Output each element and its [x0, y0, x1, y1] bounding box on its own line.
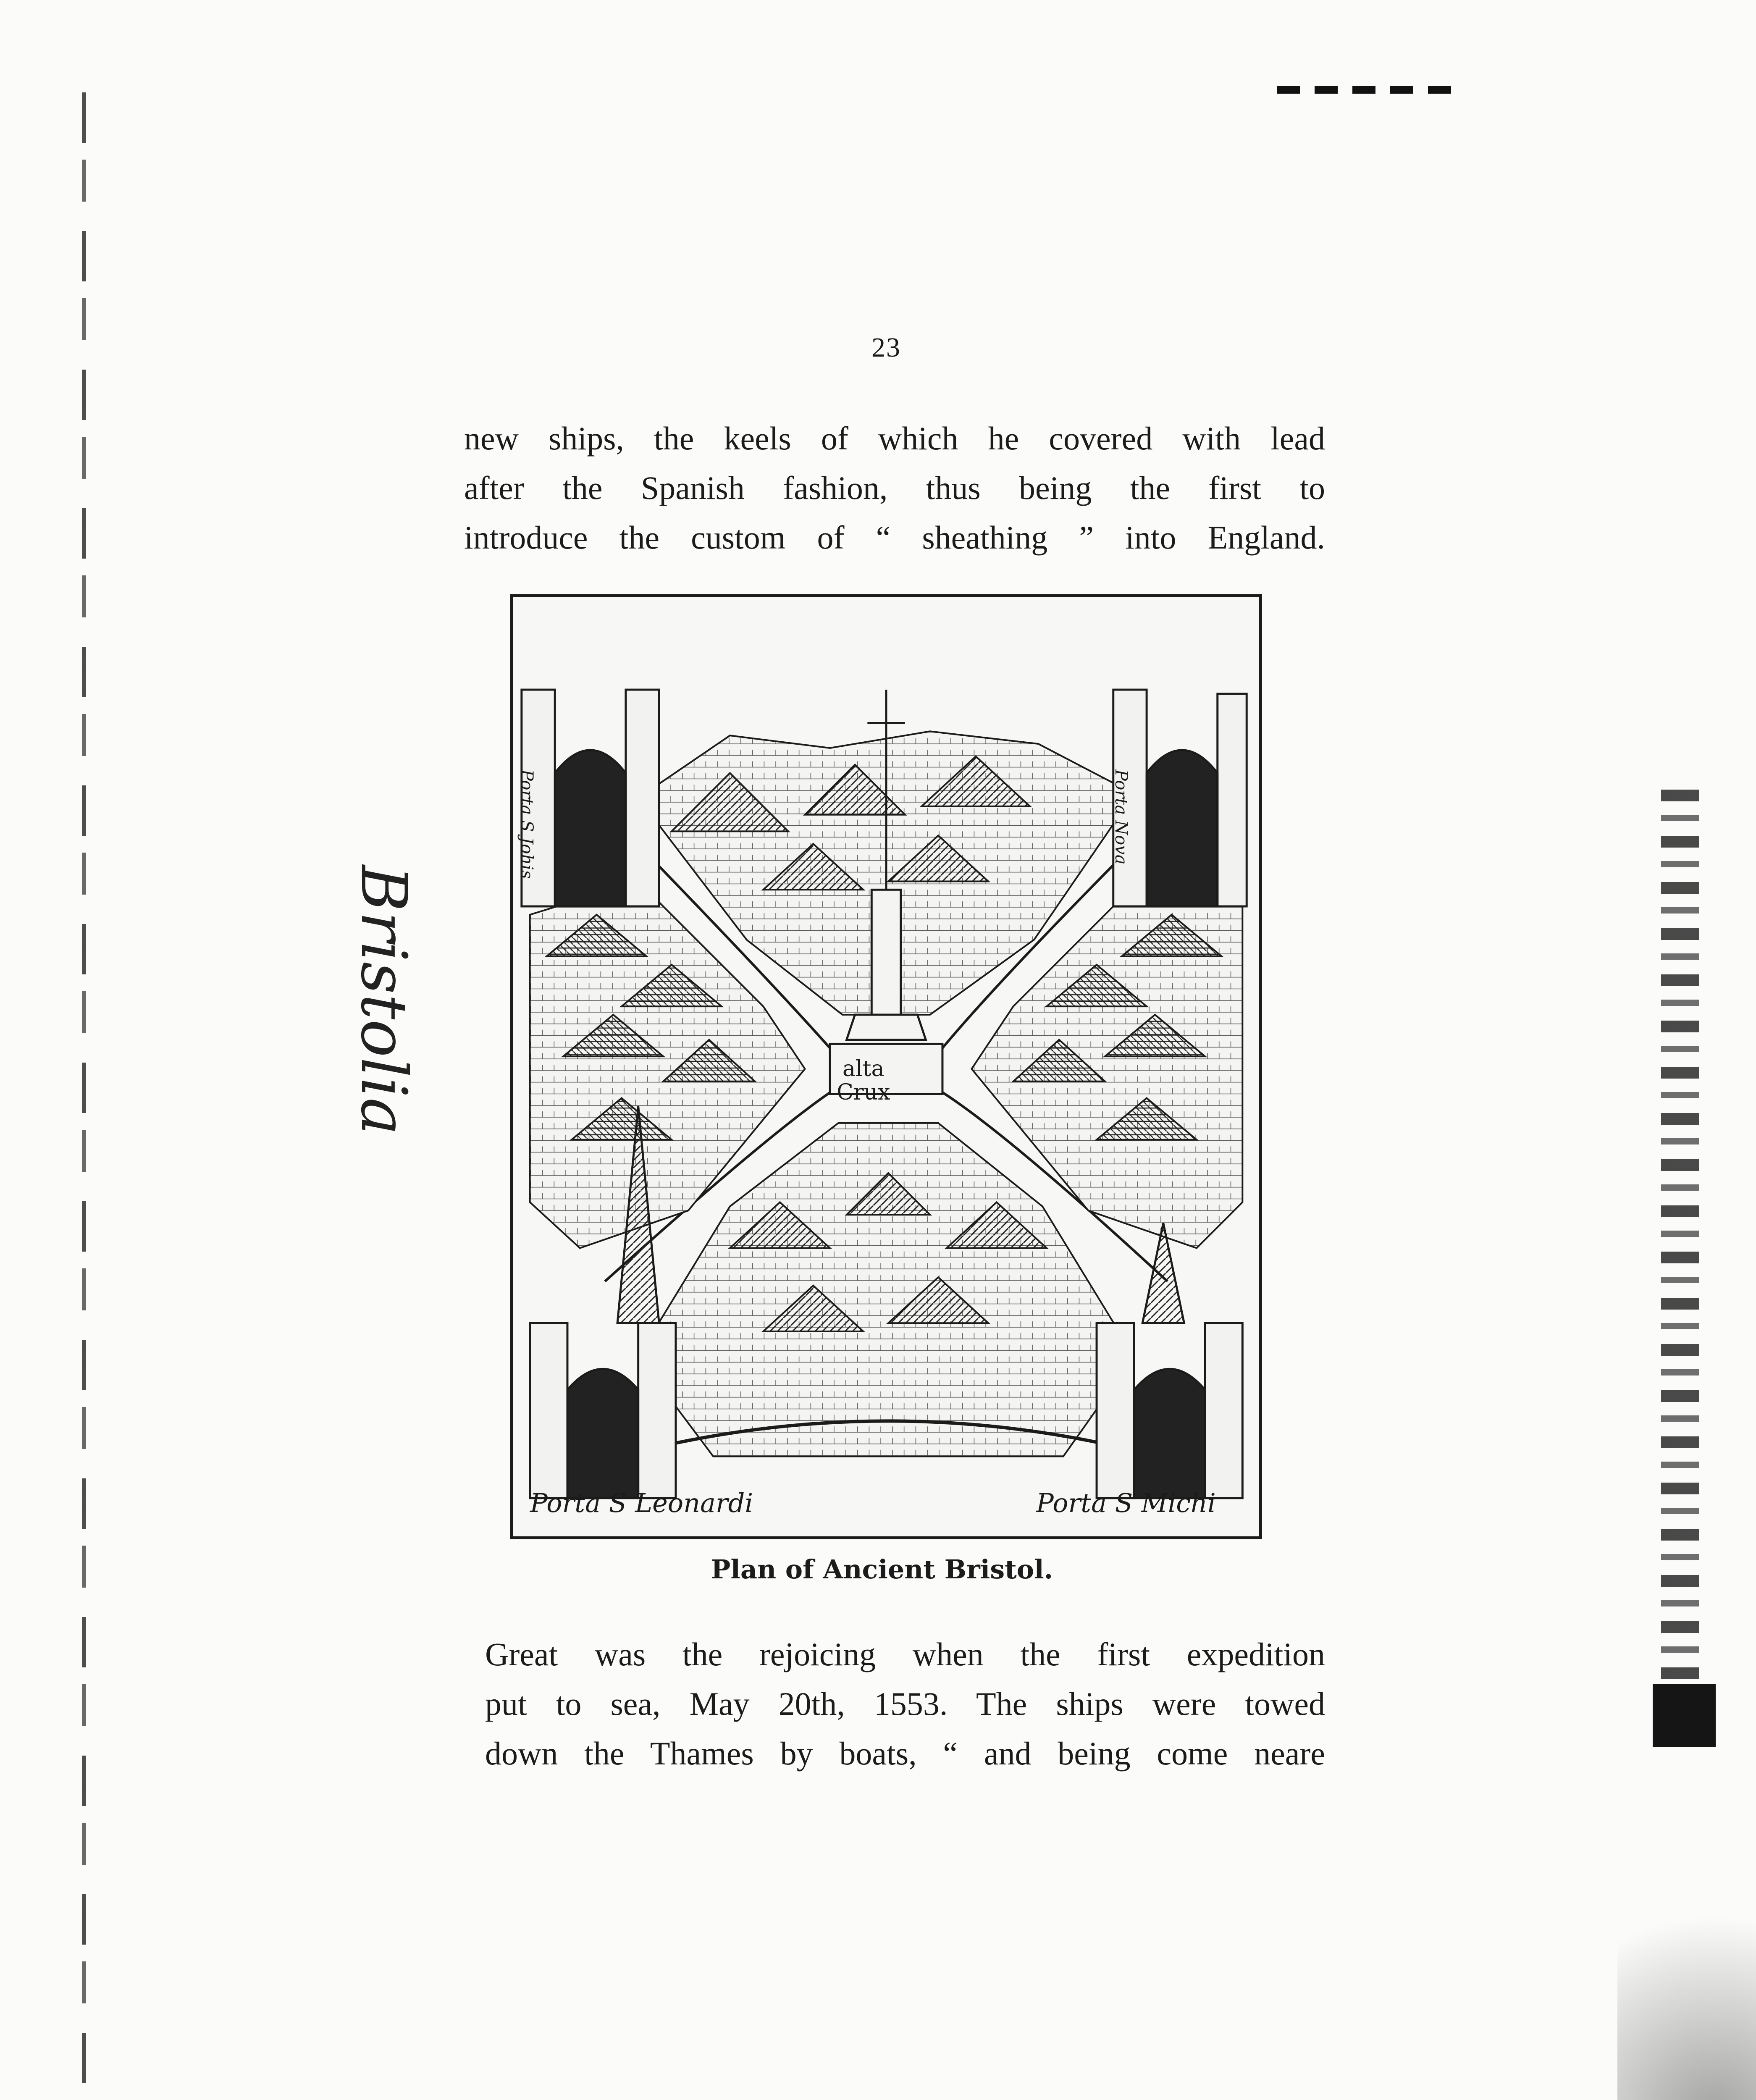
- woodcut-illustration: [510, 594, 1262, 1539]
- paragraph-2-line: down the Thames by boats, “ and being come neare: [485, 1735, 1325, 1772]
- paragraph-2-line: Great was the rejoicing when the first expedition: [485, 1636, 1325, 1672]
- scanner-black-block: [1653, 1684, 1716, 1747]
- gate-label-top-right: Porta Nova: [1111, 769, 1131, 865]
- page-number: 23: [871, 332, 901, 363]
- paragraph-1-line: new ships, the keels of which he covered with lead: [464, 420, 1325, 457]
- cross-label-line: Crux: [837, 1080, 890, 1105]
- top-dash-marks: [1277, 86, 1462, 94]
- gate-label-bottom-right: Porta S Michi: [1036, 1488, 1216, 1518]
- paragraph-1-line: introduce the custom of “ sheathing ” into England.: [464, 519, 1325, 556]
- gate-label-top-left: Porta S Johis: [517, 769, 536, 879]
- paragraph-2: [485, 1630, 1325, 1778]
- cross-label: [837, 1057, 890, 1104]
- scanner-noise: [1617, 1848, 1756, 2100]
- margin-note: Bristolia: [347, 865, 420, 1135]
- cross-label-line: alta: [842, 1056, 885, 1082]
- figure-caption: Plan of Ancient Bristol.: [711, 1554, 1053, 1585]
- paragraph-1-line: after the Spanish fashion, thus being the first to: [464, 470, 1325, 506]
- scanner-edge-marks: [1661, 790, 1699, 1714]
- binding-edge-marks: [82, 92, 86, 2100]
- paragraph-1: [464, 414, 1325, 562]
- gate-label-bottom-left: Porta S Leonardi: [530, 1488, 753, 1518]
- paragraph-2-line: put to sea, May 20th, 1553. The ships were towed: [485, 1685, 1325, 1722]
